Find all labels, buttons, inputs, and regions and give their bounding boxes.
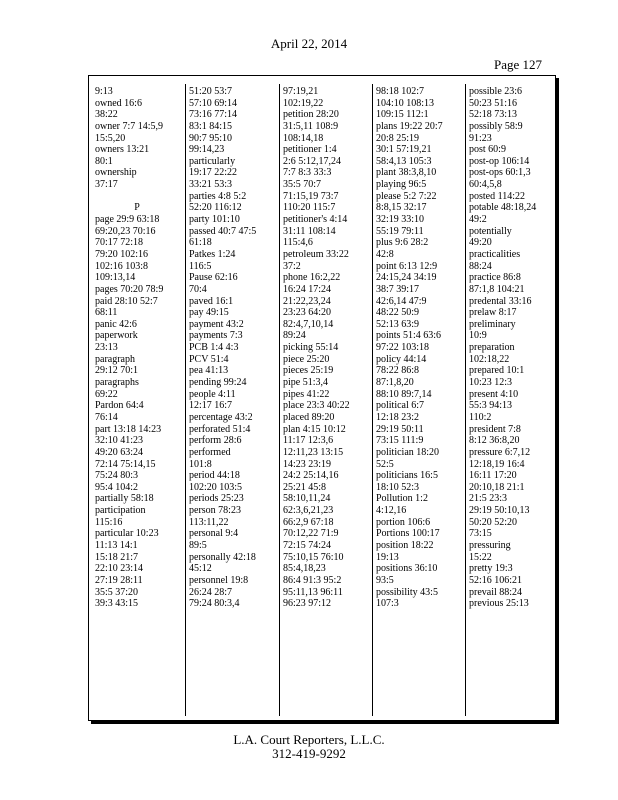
index-entry: 85:4,18,23	[283, 563, 326, 575]
index-entry: 30:1 57:19,21	[376, 144, 432, 156]
index-entry: 42:8	[376, 248, 394, 260]
index-entry: owners 13:21	[95, 144, 150, 156]
index-entry: 11:17 12:3,6	[283, 435, 334, 447]
index-entry: owner 7:7 14:5,9	[95, 120, 164, 132]
index-entry: 68:11	[95, 307, 118, 319]
index-entry: 20:8 25:19	[376, 132, 420, 144]
index-entry: 91:23	[469, 132, 492, 144]
index-entry: 102:16 103:8	[95, 260, 149, 272]
index-entry: 27:19 28:11	[95, 574, 143, 586]
index-entry: pressure 6:7,12	[469, 446, 531, 458]
index-entry: practice 86:8	[469, 272, 521, 284]
index-entry: 20:10,18 21:1	[469, 481, 525, 493]
index-entry: participation	[95, 505, 146, 517]
index-entry: 80:1	[95, 155, 113, 167]
index-entry: pipes 41:22	[283, 388, 330, 400]
index-entry: pipe 51:3,4	[283, 377, 328, 389]
index-entry: 16:11 17:20	[469, 470, 517, 482]
index-entry: 73:15 111:9	[376, 435, 424, 447]
index-entry: 29:12 70:1	[95, 365, 139, 377]
index-entry: president 7:8	[469, 423, 521, 435]
page-number: Page 127	[494, 57, 543, 72]
index-entry: 69:20,23 70:16	[95, 225, 156, 237]
index-entry: 31:11 108:14	[283, 225, 336, 237]
index-entry: 8:12 36:8,20	[469, 435, 520, 447]
index-entry: placed 89:20	[283, 411, 335, 423]
index-entry: 71:15,19 73:7	[283, 190, 339, 202]
index-entry: 88:24	[469, 260, 492, 272]
index-entry: Pause 62:16	[189, 272, 238, 284]
index-entry: pieces 25:19	[283, 365, 334, 377]
index-entry: 61:18	[189, 237, 212, 249]
column-divider	[185, 84, 186, 716]
index-entry: please 5:2 7:22	[376, 190, 437, 202]
index-entry: practicalities	[469, 248, 521, 260]
index-entry	[95, 191, 179, 203]
index-entry: 62:3,6,21,23	[283, 505, 334, 517]
index-entry: pressuring	[469, 539, 511, 551]
index-entry: 14:23 23:19	[283, 458, 332, 470]
index-entry: 58:10,11,24	[283, 493, 331, 505]
index-entry: portion 106:6	[376, 516, 431, 528]
index-entry: 60:4,5,8	[469, 179, 502, 191]
index-entry: 49:20	[469, 237, 492, 249]
index-entry: petroleum 33:22	[283, 248, 349, 260]
index-entry: paragraphs	[95, 377, 139, 389]
index-entry: people 4:11	[189, 388, 236, 400]
index-column-3	[283, 86, 367, 610]
index-entry: period 44:18	[189, 470, 240, 482]
index-entry: 52:20 116:12	[189, 202, 242, 214]
index-entry: particularly	[189, 155, 236, 167]
index-entry: ownership	[95, 167, 137, 179]
index-entry: 69:22	[95, 388, 118, 400]
index-entry: 101:8	[189, 458, 212, 470]
index-entry: 48:22 50:9	[376, 307, 420, 319]
index-entry: perforated 51:4	[189, 423, 251, 435]
index-entry: post-ops 60:1,3	[469, 167, 531, 179]
index-entry: pay 49:15	[189, 307, 229, 319]
index-entry: 52:13 63:9	[376, 318, 420, 330]
index-entry: 25:21 45:8	[283, 481, 327, 493]
index-entry: 2:6 5:12,17,24	[283, 155, 342, 167]
index-entry: Patkes 1:24	[189, 248, 236, 260]
index-entry: paragraph	[95, 353, 135, 365]
index-entry: plus 9:6 28:2	[376, 237, 429, 249]
index-entry: 98:18 102:7	[376, 86, 425, 97]
index-entry: 24:2 25:14,16	[283, 470, 339, 482]
index-entry: 15:18 21:7	[95, 551, 139, 563]
index-entry: 99:14,23	[189, 144, 225, 156]
index-entry: 4:12,16	[376, 505, 407, 517]
index-entry: 10:9	[469, 330, 487, 342]
index-entry: 107:3	[376, 598, 399, 610]
index-entry: 78:22 86:8	[376, 365, 420, 377]
index-entry: politician 18:20	[376, 446, 440, 458]
index-entry: 102:18,22	[469, 353, 510, 365]
index-entry: 35:5 70:7	[283, 179, 322, 191]
index-entry: prelaw 8:17	[469, 307, 517, 319]
index-entry: 39:3 43:15	[95, 598, 139, 610]
index-entry: 32:19 33:10	[376, 214, 425, 226]
index-entry: 23:23 64:20	[283, 307, 332, 319]
index-entry: 95:11,13 96:11	[283, 586, 343, 598]
index-entry: personnel 19:8	[189, 574, 249, 586]
index-entry: 37:2	[283, 260, 301, 272]
index-entry: 21:22,23,24	[283, 295, 331, 307]
index-entry: 116:5	[189, 260, 212, 272]
index-entry: 12:17 16:7	[189, 400, 233, 412]
reporter-phone: 312-419-9292	[272, 746, 346, 761]
column-divider	[465, 84, 466, 716]
index-entry: 79:20 102:16	[95, 248, 149, 260]
index-entry: 38:22	[95, 109, 118, 121]
index-entry: 95:4 104:2	[95, 481, 139, 493]
index-entry: 90:7 95:10	[189, 132, 233, 144]
index-entry: piece 25:20	[283, 353, 330, 365]
index-entry: 29:19 50:10,13	[469, 505, 530, 517]
index-entry: 33:21 53:3	[189, 179, 233, 191]
index-entry: 9:13	[95, 86, 113, 97]
index-entry: 102:20 103:5	[189, 481, 243, 493]
index-entry: 22:10 23:14	[95, 563, 144, 575]
index-entry: 19:13	[376, 551, 399, 563]
index-entry: prepared 10:1	[469, 365, 525, 377]
index-entry: 70:12,22 71:9	[283, 528, 339, 540]
index-entry: petitioner's 4:14	[283, 214, 348, 226]
index-entry: 97:19,21	[283, 86, 319, 97]
index-entry: predental 33:16	[469, 295, 532, 307]
index-entry: pending 99:24	[189, 377, 247, 389]
index-column-1	[95, 86, 179, 610]
index-entry: 115:4,6	[283, 237, 313, 249]
index-entry: owned 16:6	[95, 97, 142, 109]
index-entry: 70:4	[189, 283, 207, 295]
index-entry: 45:12	[189, 563, 212, 575]
index-entry: perform 28:6	[189, 435, 242, 447]
index-entry: 83:1 84:15	[189, 120, 233, 132]
index-entry: prevail 88:24	[469, 586, 523, 598]
index-entry: 109:13,14	[95, 272, 136, 284]
index-entry: 10:23 12:3	[469, 377, 513, 389]
index-entry: 52:5	[376, 458, 394, 470]
reporter-name: L.A. Court Reporters, L.L.C.	[233, 732, 385, 747]
index-entry: 35:5 37:20	[95, 586, 139, 598]
index-entry: positions 36:10	[376, 563, 438, 575]
index-entry: 87:1,8 104:21	[469, 283, 525, 295]
index-entry: 52:18 73:13	[469, 109, 518, 121]
index-entry: pages 70:20 78:9	[95, 283, 164, 295]
index-entry: 7:7 8:3 33:3	[283, 167, 332, 179]
index-entry: 73:16 77:14	[189, 109, 238, 121]
index-entry: 24:15,24 34:19	[376, 272, 437, 284]
index-entry: 70:17 72:18	[95, 237, 144, 249]
index-entry: 75:10,15 76:10	[283, 551, 344, 563]
index-entry: 49:2	[469, 214, 487, 226]
index-entry: paperwork	[95, 330, 138, 342]
index-entry: personal 9:4	[189, 528, 239, 540]
index-entry: 89:24	[283, 330, 306, 342]
index-entry: 104:10 108:13	[376, 97, 435, 109]
index-entry: 16:24 17:24	[283, 283, 332, 295]
index-entry: 19:17 22:22	[189, 167, 238, 179]
index-entry: previous 25:13	[469, 598, 529, 610]
index-entry: pea 41:13	[189, 365, 229, 377]
index-entry: point 6:13 12:9	[376, 260, 438, 272]
index-column-2	[189, 86, 273, 610]
index-entry: 108:14,18	[283, 132, 324, 144]
index-entry: 110:20 115:7	[283, 202, 336, 214]
index-entry: paid 28:10 52:7	[95, 295, 158, 307]
index-entry: 11:13 14:1	[95, 539, 138, 551]
index-entry: 88:10 89:7,14	[376, 388, 432, 400]
index-entry: possibly 58:9	[469, 120, 523, 132]
index-entry: partially 58:18	[95, 493, 154, 505]
index-entry: 42:6,14 47:9	[376, 295, 427, 307]
index-entry: 82:4,7,10,14	[283, 318, 334, 330]
index-entry: 75:24 80:3	[95, 470, 139, 482]
index-entry: place 23:3 40:22	[283, 400, 350, 412]
index-column-5	[469, 86, 553, 610]
transcript-date: April 22, 2014	[270, 36, 348, 51]
index-entry: 76:14	[95, 411, 118, 423]
index-entry: policy 44:14	[376, 353, 427, 365]
index-entry: personally 42:18	[189, 551, 256, 563]
index-entry: Pollution 1:2	[376, 493, 428, 505]
index-entry: particular 10:23	[95, 528, 159, 540]
index-entry: percentage 43:2	[189, 411, 253, 423]
index-entry: 55:19 79:11	[376, 225, 424, 237]
index-entry: pretty 19:3	[469, 563, 513, 575]
index-entry: present 4:10	[469, 388, 519, 400]
index-entry: PCB 1:4 4:3	[189, 342, 239, 354]
index-entry: panic 42:6	[95, 318, 137, 330]
column-divider	[372, 84, 373, 716]
index-entry: politicians 16:5	[376, 470, 438, 482]
index-entry: 79:24 80:3,4	[189, 598, 240, 610]
index-entry: 8:8,15 32:17	[376, 202, 427, 214]
index-entry: P	[134, 202, 140, 214]
index-entry: 113:11,22	[189, 516, 229, 528]
index-entry: plant 38:3,8,10	[376, 167, 437, 179]
index-entry: person 78:23	[189, 505, 241, 517]
index-entry: 72:15 74:24	[283, 539, 332, 551]
index-entry: payment 43:2	[189, 318, 244, 330]
index-entry: potable 48:18,24	[469, 202, 537, 214]
index-column-4	[376, 86, 460, 610]
index-entry: plans 19:22 20:7	[376, 120, 443, 132]
index-entry: page 29:9 63:18	[95, 214, 160, 226]
index-entry: picking 55:14	[283, 342, 339, 354]
index-entry: phone 16:2,22	[283, 272, 341, 284]
index-entry: 37:17	[95, 179, 118, 191]
index-entry: post-op 106:14	[469, 155, 530, 167]
index-entry: 97:22 103:18	[376, 342, 430, 354]
index-entry: paved 16:1	[189, 295, 234, 307]
index-entry: 93:5	[376, 574, 394, 586]
index-entry: petition 28:20	[283, 109, 339, 121]
index-entry: possibility 43:5	[376, 586, 438, 598]
index-entry: 50:23 51:16	[469, 97, 518, 109]
index-entry: 38:7 39:17	[376, 283, 420, 295]
index-entry: passed 40:7 47:5	[189, 225, 257, 237]
index-frame	[88, 75, 556, 721]
index-entry: 102:19,22	[283, 97, 324, 109]
index-entry: 58:4,13 105:3	[376, 155, 432, 167]
index-entry: 52:16 106:21	[469, 574, 523, 586]
index-entry: 86:4 91:3 95:2	[283, 574, 342, 586]
index-entry: 72:14 75:14,15	[95, 458, 156, 470]
index-entry: position 18:22	[376, 539, 434, 551]
index-entry: party 101:10	[189, 214, 240, 226]
index-entry: 55:3 94:13	[469, 400, 513, 412]
index-entry: 89:5	[189, 539, 207, 551]
index-entry: posted 114:22	[469, 190, 526, 202]
index-entry: petitioner 1:4	[283, 144, 337, 156]
index-entry: 29:19 50:11	[376, 423, 424, 435]
index-entry: 31:5,11 108:9	[283, 120, 339, 132]
index-entry: 110:2	[469, 411, 492, 423]
index-entry: PCV 51:4	[189, 353, 229, 365]
index-entry: plan 4:15 10:12	[283, 423, 346, 435]
index-entry: 21:5 23:3	[469, 493, 508, 505]
index-entry: 87:1,8,20	[376, 377, 414, 389]
index-entry: 51:20 53:7	[189, 86, 233, 97]
index-entry: 66:2,9 67:18	[283, 516, 334, 528]
column-divider	[279, 84, 280, 716]
reporter-footer	[0, 733, 618, 761]
index-entry: 23:13	[95, 342, 118, 354]
index-entry: 57:10 69:14	[189, 97, 238, 109]
index-entry: political 6:7	[376, 400, 425, 412]
index-entry: 12:11,23 13:15	[283, 446, 344, 458]
index-entry: payments 7:3	[189, 330, 243, 342]
index-entry: possible 23:6	[469, 86, 523, 97]
index-entry: Portions 100:17	[376, 528, 440, 540]
index-entry: playing 96:5	[376, 179, 427, 191]
index-entry: 26:24 28:7	[189, 586, 233, 598]
index-entry: 115:16	[95, 516, 123, 528]
index-entry: preliminary	[469, 318, 516, 330]
index-entry: 109:15 112:1	[376, 109, 429, 121]
index-entry: performed	[189, 446, 231, 458]
index-entry: periods 25:23	[189, 493, 244, 505]
index-entry: points 51:4 63:6	[376, 330, 442, 342]
index-entry: parties 4:8 5:2	[189, 190, 247, 202]
index-entry: part 13:18 14:23	[95, 423, 162, 435]
index-entry: 50:20 52:20	[469, 516, 518, 528]
index-entry: preparation	[469, 342, 515, 354]
index-entry: 32:10 41:23	[95, 435, 144, 447]
index-entry: 12:18,19 16:4	[469, 458, 525, 470]
index-entry: 96:23 97:12	[283, 598, 332, 610]
index-entry: potentially	[469, 225, 512, 237]
index-entry: 49:20 63:24	[95, 446, 144, 458]
index-entry: 73:15	[469, 528, 492, 540]
index-entry: 18:10 52:3	[376, 481, 420, 493]
index-entry: 15:22	[469, 551, 492, 563]
index-entry: post 60:9	[469, 144, 506, 156]
index-entry: 15:5,20	[95, 132, 126, 144]
index-entry: Pardon 64:4	[95, 400, 144, 412]
index-entry: 12:18 23:2	[376, 411, 420, 423]
